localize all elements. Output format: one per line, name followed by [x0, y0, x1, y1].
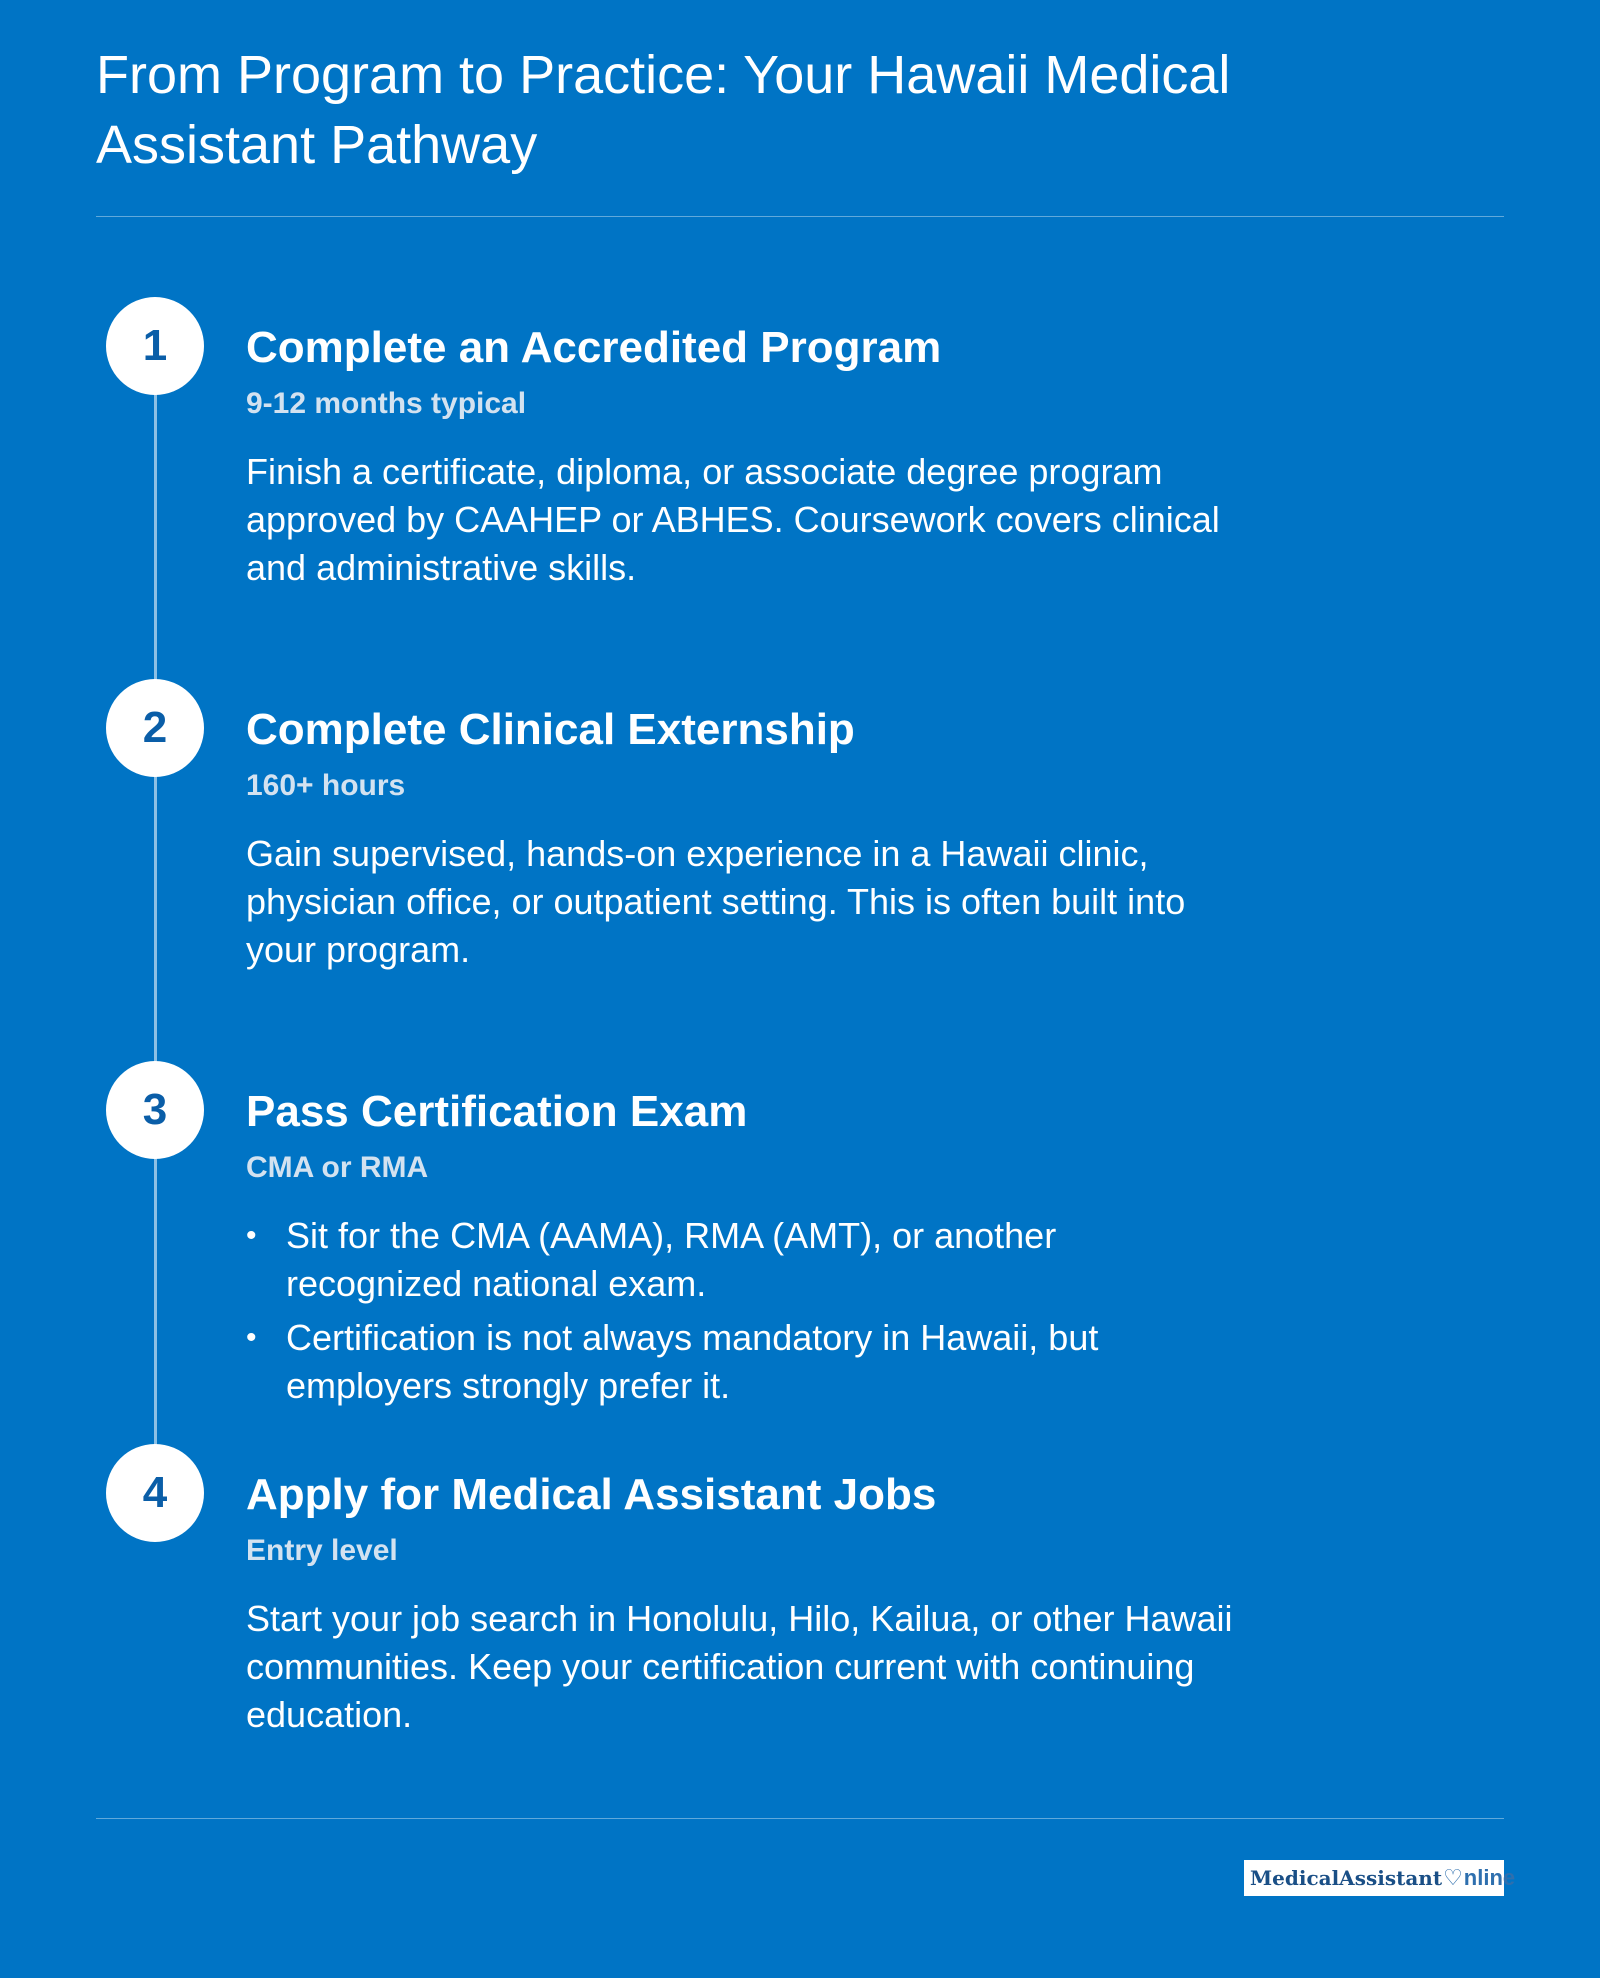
- heart-stethoscope-icon: ♡: [1443, 1865, 1463, 1891]
- step-4-description: Start your job search in Honolulu, Hilo, Kailua, or other Hawaii communities. Keep your certification current with continuing education.: [246, 1598, 1233, 1735]
- step-4-title: Apply for Medical Assistant Jobs: [246, 1470, 937, 1519]
- step-1-subtitle: 9-12 months typical: [246, 387, 527, 420]
- timeline-line: [154, 346, 157, 1464]
- bullet-dot-icon: •: [246, 1219, 257, 1252]
- step-4-number-badge: 4: [106, 1444, 204, 1542]
- step-2: [246, 704, 1306, 974]
- step-3-bullet-list: [246, 1212, 1196, 1410]
- footer-divider: [96, 1818, 1504, 1819]
- step-3-bullet-1: Sit for the CMA (AAMA), RMA (AMT), or another recognized national exam.: [286, 1215, 1057, 1304]
- step-3-number-badge: 3: [106, 1061, 204, 1159]
- step-1-number-badge: 1: [106, 297, 204, 395]
- header-divider: [96, 216, 1504, 217]
- step-3-title: Pass Certification Exam: [246, 1087, 748, 1136]
- step-4-subtitle: Entry level: [246, 1534, 398, 1567]
- step-3: [246, 1086, 1306, 1416]
- logo-text-part1: MedicalAssistant: [1250, 1866, 1443, 1890]
- step-2-description: Gain supervised, hands-on experience in a Hawaii clinic, physician office, or outpatient setting. This is often built into your program.: [246, 833, 1186, 970]
- step-3-bullet-2: Certification is not always mandatory in Hawaii, but employers strongly prefer it.: [286, 1317, 1099, 1406]
- step-3-subtitle: CMA or RMA: [246, 1151, 429, 1184]
- step-2-subtitle: 160+ hours: [246, 769, 406, 802]
- step-2-title: Complete Clinical Externship: [246, 705, 855, 754]
- step-1-title: Complete an Accredited Program: [246, 323, 942, 372]
- list-item: [246, 1314, 1196, 1410]
- step-1: [246, 322, 1306, 592]
- logo-text-part2: nline: [1463, 1865, 1516, 1890]
- page-title: From Program to Practice: Your Hawaii Medical Assistant Pathway: [96, 45, 1231, 175]
- step-4: [246, 1469, 1306, 1739]
- bullet-dot-icon: •: [246, 1321, 257, 1354]
- step-2-number-badge: 2: [106, 679, 204, 777]
- list-item: [246, 1212, 1196, 1308]
- site-logo: [1244, 1860, 1516, 1896]
- step-1-description: Finish a certificate, diploma, or associate degree program approved by CAAHEP or ABHES. Coursework covers clinical and administrative skills.: [246, 451, 1220, 588]
